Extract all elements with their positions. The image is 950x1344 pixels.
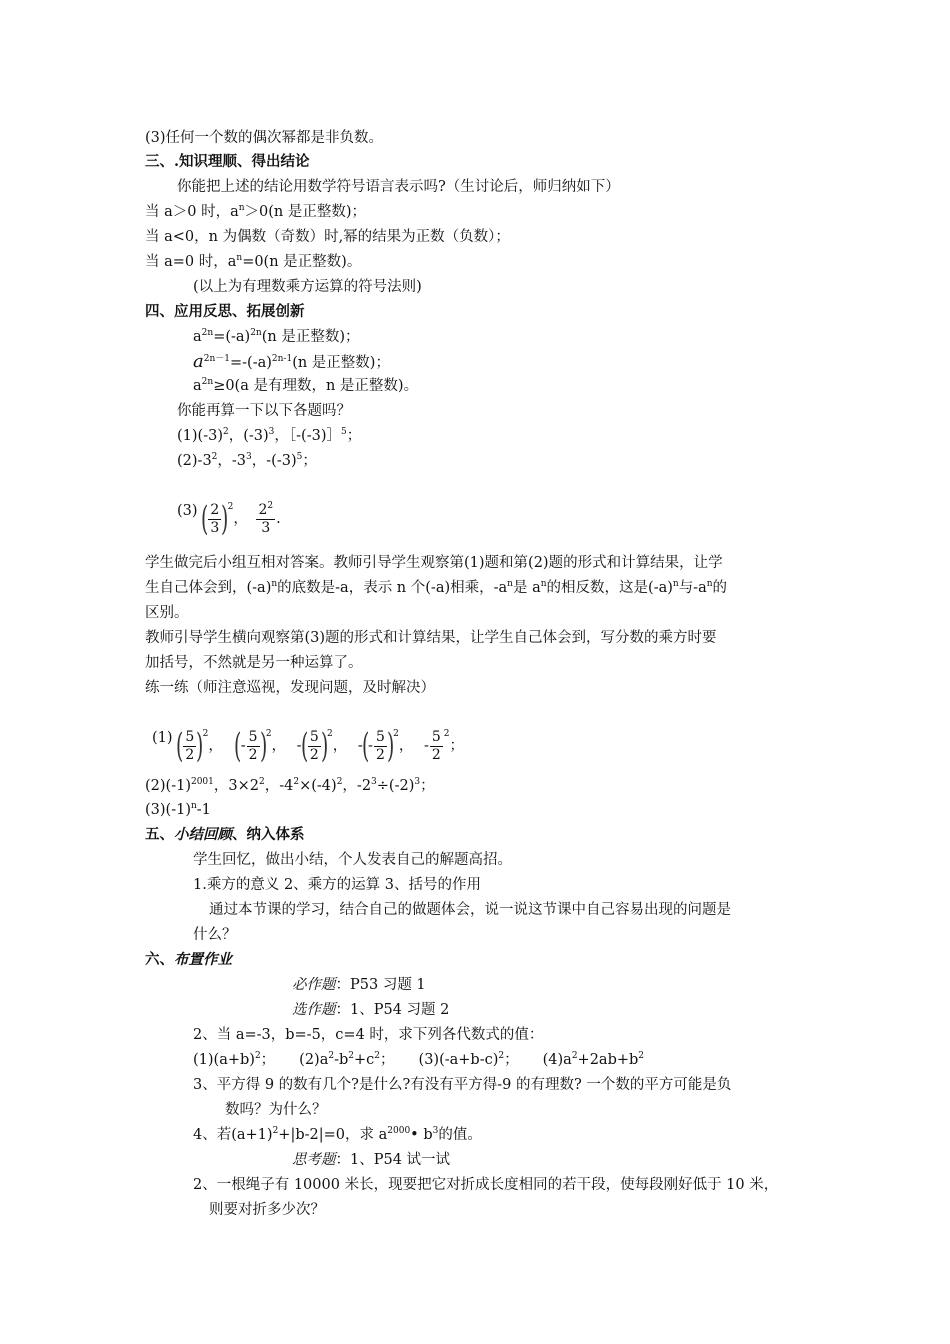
homework-line: 3、平方得 9 的数有几个?是什么?有没有平方得-9 的有理数? 一个数的平方可能是负 (193, 1077, 732, 1093)
section-heading-4: 四、应用反思、拓展创新 (145, 303, 305, 320)
paragraph-line: 区别。 (145, 605, 189, 621)
section-heading-5: 五、小结回顾、纳入体系 (145, 826, 305, 843)
homework-line: 2、当 a=-3，b=-5，c=4 时，求下列各代数式的值： (193, 1027, 544, 1043)
formula-even: $a^{2n}=(-a)^{2n}(n$ 是正整数)； (193, 328, 360, 345)
homework-line: 4、若$(a+1)^2+|b-2|=0$，求 $a^{2000}•$ $b^3$的值。 (193, 1126, 482, 1143)
homework-optional: 选作题：1、P54 习题 2 (292, 1002, 450, 1018)
summary-line: 学生回忆，做出小结，个人发表自己的解题高招。 (193, 852, 512, 868)
text-line: 你能再算一下以下各题吗？ (177, 403, 351, 419)
exercise-2: $(2)(-1)^{2001}$，$3\times 2^2$，$-4^2\times(-4)^2$，$-2^3\div(-2)^3$； (145, 777, 435, 794)
rule-zero: 当 a=0 时，$a^n=0(n$ 是正整数)。 (145, 253, 362, 270)
summary-line: 通过本节课的学习，结合自己的做题体会，说一说这节课中自己容易出现的问题是 (209, 902, 731, 918)
text-line: 你能把上述的结论用数学符号语言表示吗?（生讨论后，师归纳如下） (177, 179, 620, 195)
question-2: $(2)-3^2$，$-3^3$，$-(-3)^5$； (177, 452, 317, 469)
rule-negative: 当 a<0，n 为偶数（奇数）时,幂的结果为正数（负数）； (145, 229, 510, 245)
formula-nonneg: $a^{2n}\ge 0(a$ 是有理数，n 是正整数)。 (193, 377, 419, 394)
homework-required: 必作题：P53 习题 1 (292, 977, 426, 993)
question-3: (3) ( $\frac{2}{3}$ )$^2$， $\frac{2^2}{3}$ . (177, 499, 281, 539)
section-heading-6: 六、布置作业 (145, 951, 232, 968)
text-line: (3)任何一个数的偶次幂都是非负数。 (145, 130, 384, 146)
summary-line: 1.乘方的意义 2、乘方的运算 3、括号的作用 (193, 877, 482, 893)
exercise-3: $(3)(-1)^n-1$ (145, 801, 211, 818)
homework-line: 数吗？为什么？ (225, 1102, 327, 1118)
rule-positive: 当 a＞0 时，$a^n>0(n$ 是正整数)； (145, 203, 367, 220)
homework-line: 2、一根绳子有 10000 米长，现要把它对折成长度相同的若干段，使每段刚好低于 10 米， (193, 1177, 779, 1193)
question-1: $(1)(-3)^2$，$(-3)^3$，［-(-3)］$^5$； (177, 427, 362, 444)
paragraph-line: 加括号，不然就是另一种运算了。 (145, 655, 363, 671)
paragraph-line: 教师引导学生横向观察第(3)题的形式和计算结果，让学生自己体会到，写分数的乘方时要 (145, 630, 717, 646)
paragraph-line: 学生做完后小组互相对答案。教师引导学生观察第(1)题和第(2)题的形式和计算结果，让学 (145, 555, 723, 571)
section-heading-3: 三、.知识理顺、得出结论 (145, 153, 310, 170)
summary-line: 什么？ (193, 927, 237, 943)
homework-expressions: $(1)(a+b)^2$； $(2)a^2-b^2+c^2$； $(3)(-a+b-c)^2$； $(4)a^2+2ab+b^2$ (193, 1051, 645, 1068)
formula-odd: $a^{2n-1}=-(-a)^{2n-1}(n$ 是正整数)； (193, 351, 390, 372)
practice-heading: 练一练（师注意巡视，发现问题，及时解决） (145, 680, 435, 696)
homework-line: 则要对折多少次？ (209, 1202, 325, 1218)
exercise-1: (1) ( $\frac{5}{2}$ )$^2$， (- $\frac{5}{2}$ )$^2$， -( $\frac{5}{2}$ )$^2$， -(- $\frac{5}{2}$ )$^2$， - $\frac{5}{2}$ $^2$； (152, 726, 465, 766)
thinking-question: 思考题：1、P54 试一试 (292, 1152, 451, 1168)
paragraph-line: 生自己体会到，$(-a)^n$的底数是-a，表示 n 个(-a)相乘，$-a^n$是 $a^n$的相反数，这是$(-a)^n$与$-a^n$的 (145, 579, 728, 596)
text-line: (以上为有理数乘方运算的符号法则) (193, 279, 422, 295)
